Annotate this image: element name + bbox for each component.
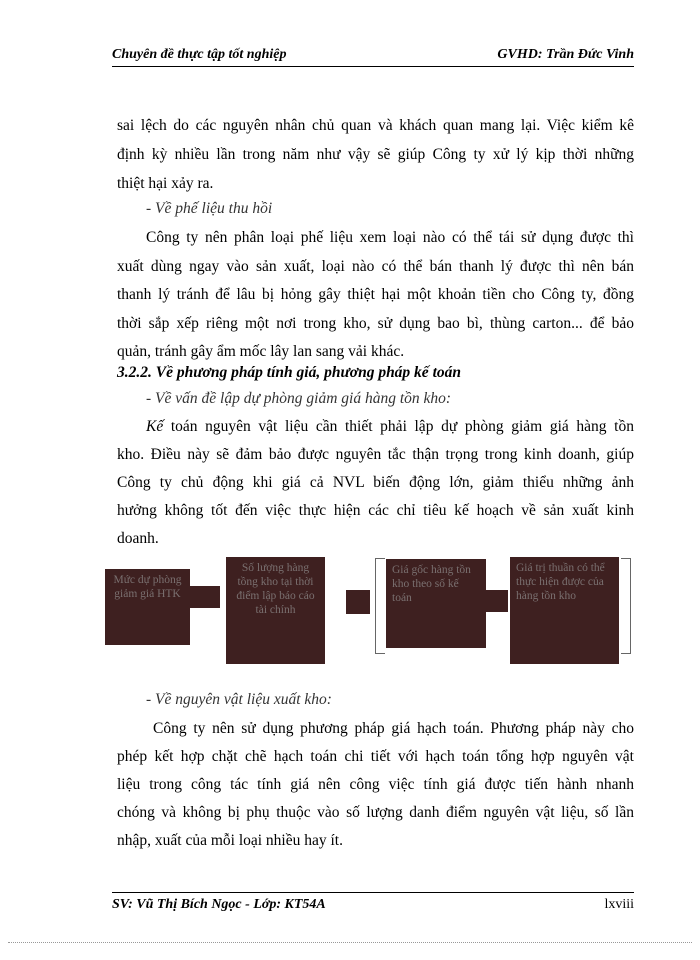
paragraph-line: thanh lý tránh để lâu bị hỏng gây thiệt hại một khoản tiền cho Công ty, đồng xyxy=(117,286,634,303)
paragraph-line: sai lệch do các nguyên nhân chủ quan và khách quan mang lại. Việc kiểm kê xyxy=(117,117,634,134)
diagram-operator-multiply xyxy=(346,590,370,614)
page-footer xyxy=(112,892,634,914)
paragraph-line: chóng và không bị phụ thuộc vào số lượng danh điểm nguyên vật liệu, số lần xyxy=(117,804,634,821)
paragraph-line: hưởng không tốt đến việc thực hiện các chỉ tiêu kế hoạch về sản xuất kinh xyxy=(117,502,634,519)
diagram-operator-equals xyxy=(190,586,220,608)
subheading-provision: - Về vấn đề lập dự phòng giảm giá hàng tồn kho: xyxy=(146,390,452,407)
page-header xyxy=(112,46,634,67)
diagram-box-net-value: Giá trị thuần có thể thực hiện được của hàng tồn kho xyxy=(510,557,619,664)
diagram-bracket-right xyxy=(621,558,631,654)
footer-student: SV: Vũ Thị Bích Ngọc - Lớp: KT54A xyxy=(112,897,326,912)
paragraph-line: kho. Điều này sẽ đảm bảo được nguyên tắc thận trọng trong kinh doanh, giúp xyxy=(117,446,634,463)
emphasis-word: Kế xyxy=(146,418,164,435)
header-title: Chuyên đề thực tập tốt nghiệp xyxy=(112,47,287,62)
diagram-box-quantity: Số lượng hàng tồng kho tại thời điểm lập báo cáo tài chính xyxy=(226,557,325,664)
paragraph-line: liệu trong công tác tính giá nên công việc tính giá được tiến hành nhanh xyxy=(117,776,634,793)
paragraph-line: định kỳ nhiều lần trong năm như vậy sẽ giúp Công ty xử lý kịp thời những xyxy=(117,146,634,163)
diagram-box-provision: Mức dự phòng giảm giá HTK xyxy=(105,569,190,645)
paragraph-line: Công ty nên phân loại phế liệu xem loại nào có thể tái sử dụng được thì xyxy=(146,229,634,246)
section-heading: 3.2.2. Về phương pháp tính giá, phương pháp kế toán xyxy=(117,364,461,381)
paragraph-line: Công ty nên sử dụng phương pháp giá hạch toán. Phương pháp này cho xyxy=(153,720,634,737)
diagram-operator-minus xyxy=(486,590,508,612)
paragraph-line: thời sắp xếp riêng một nơi trong kho, sử dụng bao bì, thùng carton... để bảo xyxy=(117,315,634,332)
diagram-bracket-left xyxy=(375,558,385,654)
paragraph-line: quản, tránh gây ẩm mốc lây lan sang vải khác. xyxy=(117,343,405,360)
paragraph-line: Công ty chủ động khi giá cả NVL biến động lớn, giảm thiểu những ảnh xyxy=(117,474,634,491)
page-bottom-divider xyxy=(8,942,692,943)
subheading-materials: - Về nguyên vật liệu xuất kho: xyxy=(146,691,332,708)
paragraph-line: phép kết hợp chặt chẽ hạch toán chi tiết với hạch toán tổng hợp nguyên vật xyxy=(117,748,634,765)
paragraph-line: thiệt hại xảy ra. xyxy=(117,175,214,192)
diagram-box-cost: Giá gốc hàng tồn kho theo số kế toán xyxy=(386,559,486,648)
paragraph-line-text: toán nguyên vật liệu cần thiết phải lập dự phòng giảm giá hàng tồn xyxy=(163,418,634,435)
paragraph-line: doanh. xyxy=(117,530,159,547)
paragraph-line: nhập, xuất của mỗi loại nhiều hay ít. xyxy=(117,832,343,849)
page-number: lxviii xyxy=(604,897,634,912)
subheading-scrap: - Về phế liệu thu hồi xyxy=(146,200,273,217)
paragraph-line xyxy=(146,413,634,442)
header-supervisor: GVHD: Trần Đức Vinh xyxy=(497,47,634,62)
paragraph-line: xuất dùng ngay vào sản xuất, loại nào có thể bán thanh lý được thì nên bán xyxy=(117,258,634,275)
